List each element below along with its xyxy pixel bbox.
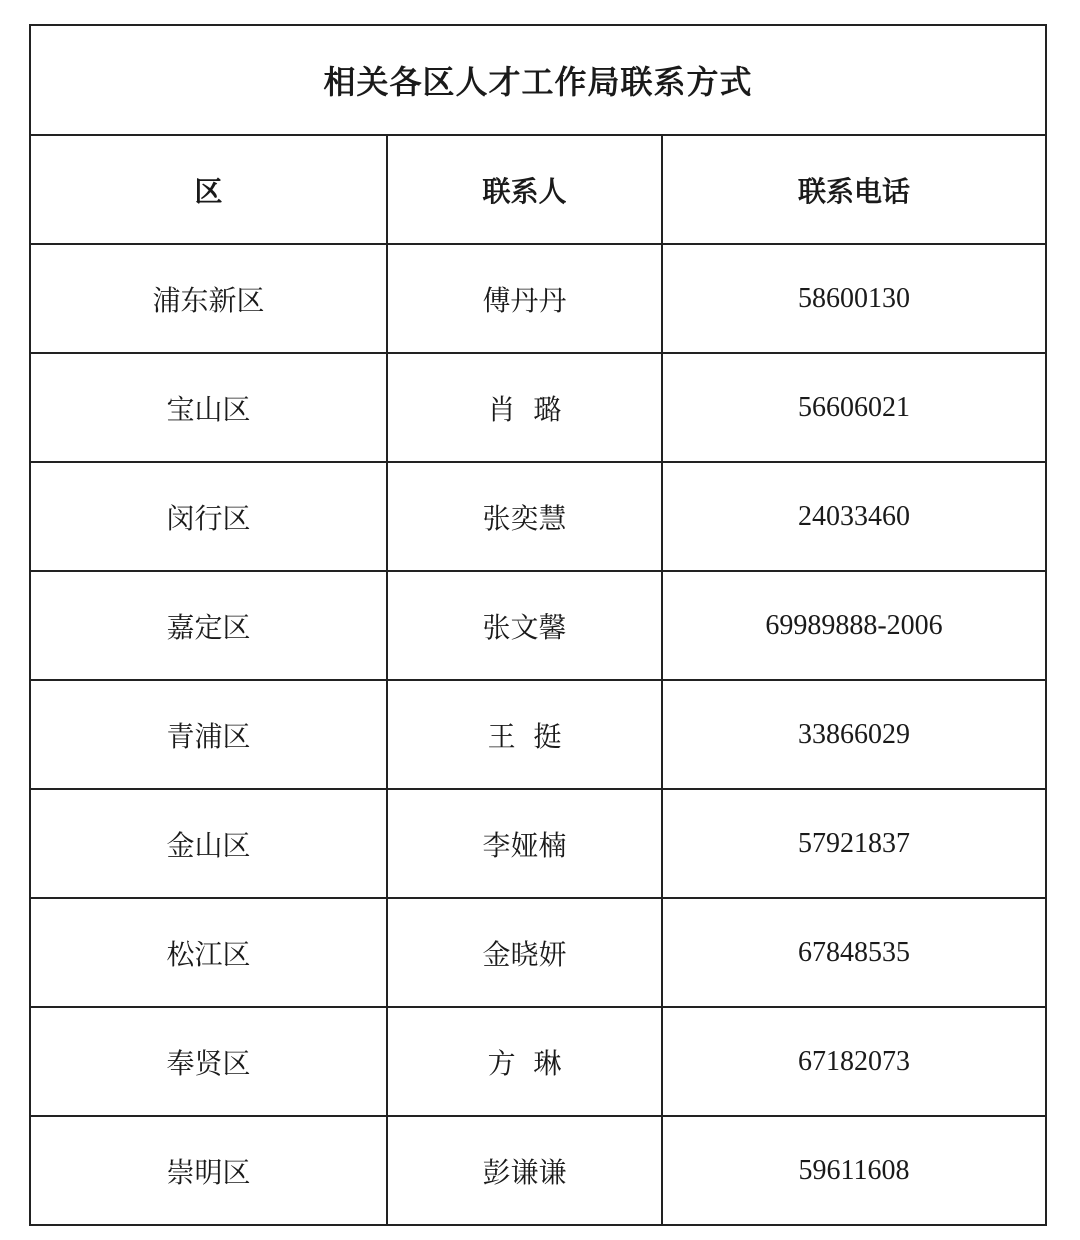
header-phone: 联系电话 <box>662 135 1046 244</box>
table-row <box>30 244 1046 353</box>
phone-cell: 67848535 <box>662 898 1046 1007</box>
table-row <box>30 898 1046 1007</box>
phone-cell: 56606021 <box>662 353 1046 462</box>
table-row <box>30 571 1046 680</box>
district-cell: 崇明区 <box>30 1116 387 1225</box>
phone-cell: 59611608 <box>662 1116 1046 1225</box>
contact-cell: 张文馨 <box>387 571 662 680</box>
contact-cell: 张奕慧 <box>387 462 662 571</box>
phone-cell: 24033460 <box>662 462 1046 571</box>
district-cell: 嘉定区 <box>30 571 387 680</box>
contact-cell: 金晓妍 <box>387 898 662 1007</box>
contact-table-container <box>29 24 1047 1214</box>
district-cell: 宝山区 <box>30 353 387 462</box>
table-row <box>30 462 1046 571</box>
table-title: 相关各区人才工作局联系方式 <box>30 25 1046 135</box>
district-cell: 浦东新区 <box>30 244 387 353</box>
phone-cell: 67182073 <box>662 1007 1046 1116</box>
table-row <box>30 680 1046 789</box>
district-cell: 奉贤区 <box>30 1007 387 1116</box>
contact-cell: 方 琳 <box>387 1007 662 1116</box>
table-header-row <box>30 135 1046 244</box>
district-cell: 松江区 <box>30 898 387 1007</box>
table-row <box>30 1007 1046 1116</box>
district-cell: 青浦区 <box>30 680 387 789</box>
contact-cell: 王 挺 <box>387 680 662 789</box>
table-row <box>30 1116 1046 1225</box>
contact-table <box>29 24 1047 1226</box>
contact-cell: 李娅楠 <box>387 789 662 898</box>
table-row <box>30 789 1046 898</box>
contact-cell: 彭谦谦 <box>387 1116 662 1225</box>
contact-cell: 傅丹丹 <box>387 244 662 353</box>
phone-cell: 57921837 <box>662 789 1046 898</box>
phone-cell: 69989888-2006 <box>662 571 1046 680</box>
header-district: 区 <box>30 135 387 244</box>
table-row <box>30 353 1046 462</box>
district-cell: 金山区 <box>30 789 387 898</box>
phone-cell: 58600130 <box>662 244 1046 353</box>
district-cell: 闵行区 <box>30 462 387 571</box>
contact-cell: 肖 璐 <box>387 353 662 462</box>
table-title-row <box>30 25 1046 135</box>
phone-cell: 33866029 <box>662 680 1046 789</box>
header-contact: 联系人 <box>387 135 662 244</box>
